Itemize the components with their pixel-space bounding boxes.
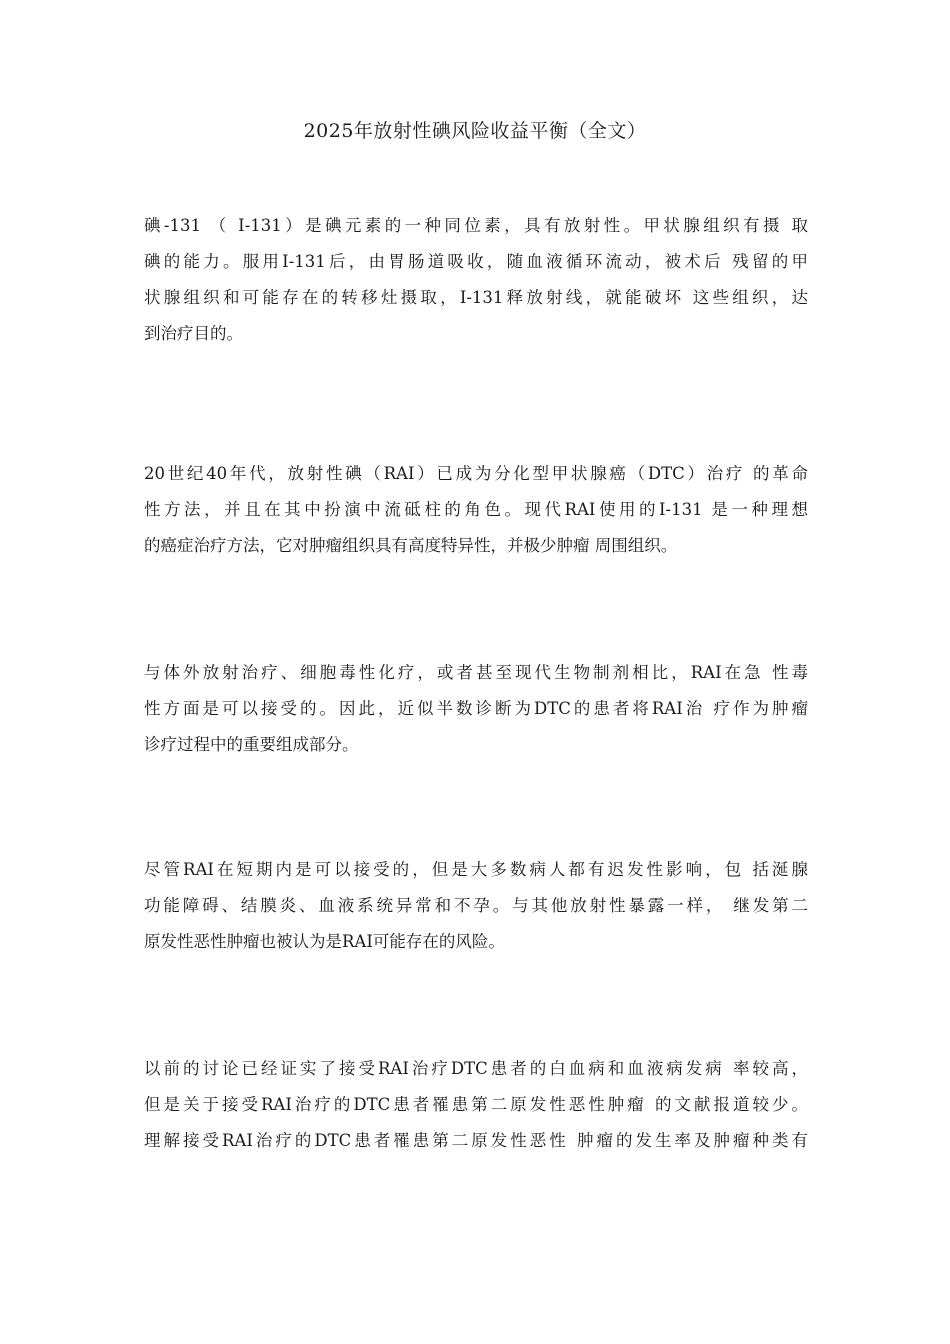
paragraph-line: 理解接受RAI治疗的DTC患者罹患第二原发性恶性 肿瘤的发生率及肿瘤种类有 (144, 1131, 808, 1150)
paragraph-line: 功能障碍、结膜炎、血液系统异常和不孕。与其他放射性暴露一样， 继发第二 (144, 896, 808, 915)
paragraph-4 (144, 852, 808, 960)
paragraph-3 (144, 655, 808, 763)
paragraph-line: 20世纪40年代，放射性碘（RAI）已成为分化型甲状腺癌（DTC）治疗 的革命 (144, 464, 808, 483)
paragraph-2 (144, 456, 808, 564)
paragraph-line: 状腺组织和可能存在的转移灶摄取，I-131释放射线，就能破坏 这些组织，达 (144, 288, 808, 307)
document-title: 2025年放射性碘风险收益平衡（全文） (303, 120, 647, 142)
paragraph-line: 性方面是可以接受的。因此，近似半数诊断为DTC的患者将RAI治 疗作为肿瘤 (144, 699, 808, 718)
paragraph-line: 尽管RAI在短期内是可以接受的，但是大多数病人都有迟发性影响，包 括涎腺 (144, 860, 808, 879)
paragraph-line: 原发性恶性肿瘤也被认为是RAI可能存在的风险。 (144, 932, 505, 951)
paragraph-line: 与体外放射治疗、细胞毒性化疗，或者甚至现代生物制剂相比，RAI在急 性毒 (144, 663, 808, 682)
paragraph-line: 碘的能力。服用I-131后，由胃肠道吸收，随血液循环流动，被术后 残留的甲 (144, 252, 808, 271)
paragraph-line: 性方法，并且在其中扮演中流砥柱的角色。现代RAI使用的I-131 是一种理想 (144, 500, 808, 519)
paragraph-1 (144, 208, 808, 352)
paragraph-line: 到治疗目的。 (144, 324, 243, 343)
paragraph-5 (144, 1051, 808, 1159)
paragraph-line: 但是关于接受RAI治疗的DTC患者罹患第二原发性恶性肿瘤 的文献报道较少。 (144, 1095, 808, 1114)
paragraph-line: 碘-131 （ I-131）是碘元素的一种同位素，具有放射性。甲状腺组织有摄 取 (144, 216, 808, 235)
paragraph-line: 诊疗过程中的重要组成部分。 (144, 735, 359, 754)
paragraph-line: 以前的讨论已经证实了接受RAI治疗DTC患者的白血病和血液病发病 率较高， (144, 1059, 808, 1078)
paragraph-line: 的癌症治疗方法，它对肿瘤组织具有高度特异性，并极少肿瘤 周围组织。 (144, 536, 678, 555)
